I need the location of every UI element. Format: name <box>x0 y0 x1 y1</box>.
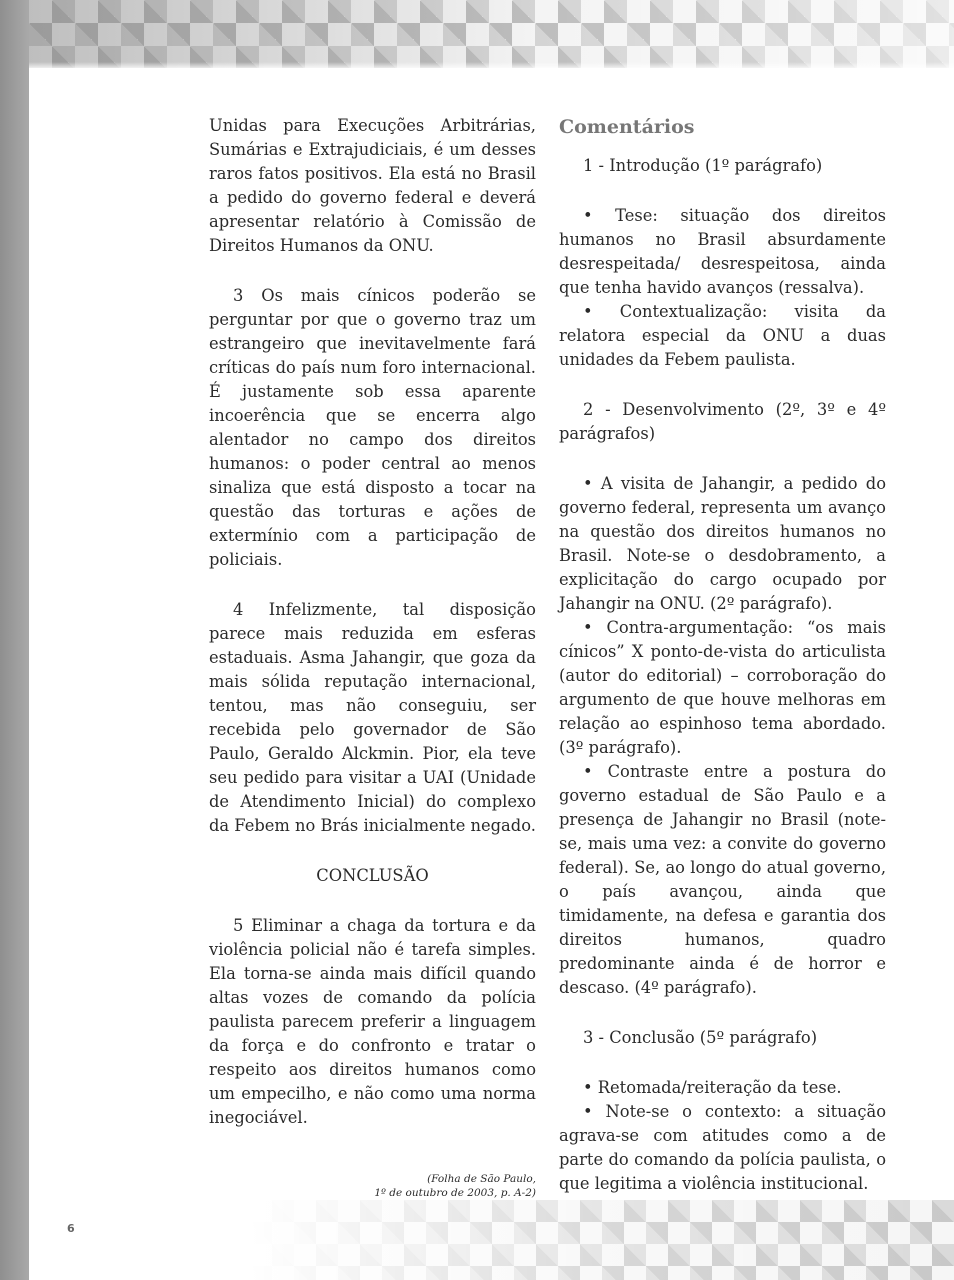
bullet-2b: • Contra-argumentação: “os mais cínicos” X ponto-de-vista do articulista (autor do editorial) – corroboração do argumento de que houve melhoras em relação ao espinhoso tema abordado. (3º parágrafo). <box>559 618 886 757</box>
bullet-2c: • Contraste entre a postura do governo estadual de São Paulo e a presença de Jahangir no Brasil (note-se, mais uma vez: a convite do governo federal). Se, ao longo do atual governo, o país avançou, ainda que timidamente, na defesa e garantia dos direitos humanos, quadro predominante ainda é de horror e descaso. (4º parágrafo). <box>559 762 886 997</box>
bullet-2a: • A visita de Jahangir, a pedido do governo federal, representa um avanço na questão dos direitos humanos no Brasil. Note-se o desdobramento, a explicitação do cargo ocupado por Jahangir na ONU. (2º parágrafo). <box>559 474 886 613</box>
source-citation <box>209 1172 536 1200</box>
top-pattern-shading <box>29 0 954 68</box>
section-3-heading: 3 - Conclusão (5º parágrafo) <box>583 1028 818 1047</box>
editorial-text-column <box>209 114 536 1200</box>
conclusion-heading: CONCLUSÃO <box>316 866 429 885</box>
paragraph-5: 5 Eliminar a chaga da tortura e da violência policial não é tarefa simples. Ela torna-se ainda mais difícil quando altas vozes de comando da polícia paulista parecem preferir a linguagem da força e do confronto e tratar o respeito aos direitos humanos como um empecilho, e não como uma norma inegociável. <box>209 916 536 1127</box>
paragraph-continuation: Unidas para Execuções Arbitrárias, Sumárias e Extrajudiciais, é um desses raros fatos positivos. Ela está no Brasil a pedido do governo federal e deverá apresentar relatório à Comissão de Direitos Humanos da ONU. <box>209 116 536 255</box>
comments-title: Comentários <box>559 116 695 138</box>
paragraph-3: 3 Os mais cínicos poderão se perguntar por que o governo traz um estrangeiro que inevitavelmente fará críticas do país num foro internacional. É justamente sob essa aparente incoerência que se encerra algo alentador no campo dos direitos humanos: o poder central ao menos sinaliza que está disposto a tocar na questão das torturas e ações de extermínio com a participação de policiais. <box>209 286 536 569</box>
paragraph-4: 4 Infelizmente, tal disposição parece mais reduzida em esferas estaduais. Asma Jahangir, que goza da mais sólida reputação internacional, tentou, mas não conseguiu, ser recebida pelo governador de São Paulo, Geraldo Alckmin. Pior, ela teve seu pedido para visitar a UAI (Unidade de Atendimento Inicial) do complexo da Febem no Brás inicialmente negado. <box>209 600 536 835</box>
bottom-pattern-shading <box>250 1200 954 1280</box>
section-1-heading: 1 - Introdução (1º parágrafo) <box>583 156 823 175</box>
citation-line-2: 1º de outubro de 2003, p. A-2) <box>374 1187 536 1199</box>
top-pattern-edge <box>29 62 954 70</box>
bullet-1b: • Contextualização: visita da relatora especial da ONU a duas unidades da Febem paulista. <box>559 302 886 369</box>
bullet-1a: • Tese: situação dos direitos humanos no Brasil absurdamente desrespeitada/ desrespeitosa, ainda que tenha havido avanços (ressalva). <box>559 206 886 297</box>
bullet-3b: • Note-se o contexto: a situação agrava-se com atitudes como a de parte do comando da polícia paulista, o que legitima a violência institucional. <box>559 1102 886 1193</box>
left-margin-bar <box>0 0 29 1280</box>
comments-column <box>559 114 886 1196</box>
page-number: 6 <box>67 1222 75 1235</box>
section-2-heading: 2 - Desenvolvimento (2º, 3º e 4º parágrafos) <box>559 400 886 443</box>
bullet-3a: • Retomada/reiteração da tese. <box>583 1078 842 1097</box>
citation-line-1: (Folha de São Paulo, <box>427 1173 536 1185</box>
